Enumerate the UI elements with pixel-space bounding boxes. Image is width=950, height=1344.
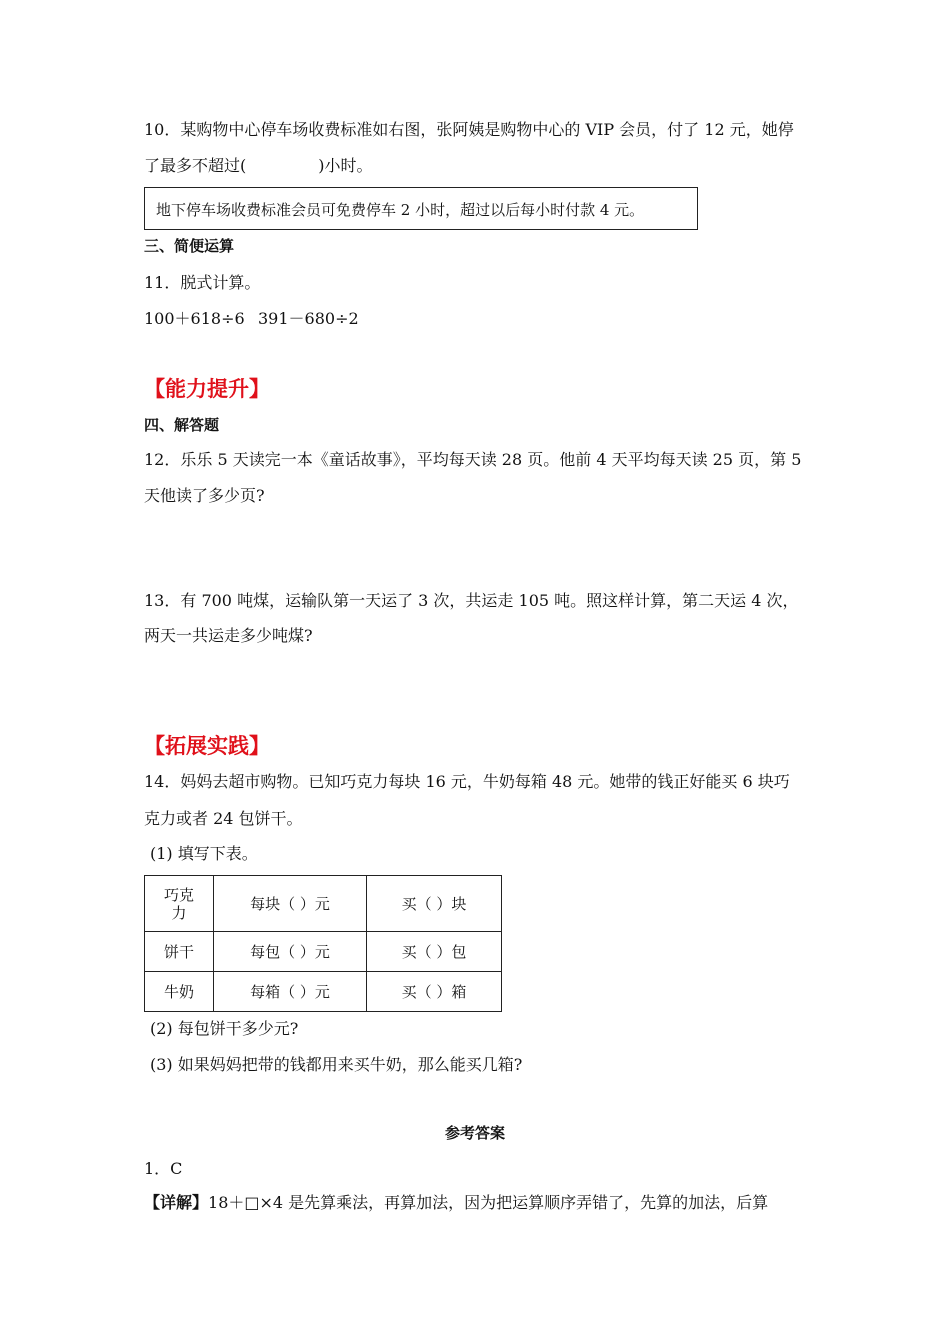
q14-sub3: (3) 如果妈妈把带的钱都用来买牛奶，那么能买几箱? [150, 1055, 523, 1074]
q14-line2: 克力或者 24 包饼干。 [144, 809, 303, 828]
q11-text: 11．脱式计算。 [144, 273, 261, 292]
table-cell-qty[interactable]: 买（ ）箱 [367, 972, 502, 1012]
answer-1: 1．C [144, 1159, 183, 1178]
q11-expr2: 391－680÷2 [258, 309, 359, 328]
q10-line1: 10．某购物中心停车场收费标准如右图，张阿姨是购物中心的 VIP 会员，付了 12 元，她停 [144, 120, 794, 139]
table-cell-item: 饼干 [145, 932, 214, 972]
q13-line2: 两天一共运走多少吨煤? [144, 626, 313, 645]
q14-sub1: (1) 填写下表。 [150, 844, 258, 863]
table-cell-price[interactable]: 每箱（ ）元 [214, 972, 367, 1012]
ability-heading: 【能力提升】 [144, 376, 270, 401]
detail-text: 18＋□×4 是先算乘法，再算加法，因为把运算顺序弄错了，先算的加法，后算 [208, 1193, 769, 1212]
item-chocolate-line1: 巧克 [163, 885, 194, 904]
q14-sub2: (2) 每包饼干多少元? [150, 1019, 299, 1038]
table-row [145, 876, 502, 932]
table-cell-qty[interactable]: 买（ ）块 [367, 876, 502, 932]
q12-line2: 天他读了多少页? [144, 486, 265, 505]
detail-label: 【详解】 [144, 1193, 209, 1212]
q12-line1: 12．乐乐 5 天读完一本《童话故事》，平均每天读 28 页。他前 4 天平均每天读 25 页，第 5 [144, 450, 802, 469]
table-cell-price[interactable]: 每块（ ）元 [214, 876, 367, 932]
table-cell-item: 牛奶 [145, 972, 214, 1012]
q10-line2 [144, 153, 373, 176]
q14-line1: 14．妈妈去超市购物。已知巧克力每块 16 元，牛奶每箱 48 元。她带的钱正好能买 6 块巧 [144, 772, 790, 791]
table-cell-price[interactable]: 每包（ ）元 [214, 932, 367, 972]
item-chocolate-line2: 力 [171, 903, 187, 922]
practice-heading: 【拓展实践】 [144, 733, 270, 758]
table-row [145, 972, 502, 1012]
table-row [145, 932, 502, 972]
section4-title: 四、解答题 [144, 416, 220, 434]
q10-line2-post: )小时。 [318, 156, 373, 175]
q11-expr1: 100＋618÷6 [144, 309, 245, 328]
q13-line1: 13．有 700 吨煤，运输队第一天运了 3 次，共运走 105 吨。照这样计算，第二天运 4 次， [144, 591, 799, 610]
table-cell-qty[interactable]: 买（ ）包 [367, 932, 502, 972]
answers-title: 参考答案 [444, 1124, 505, 1142]
q10-line2-pre: 了最多不超过( [144, 156, 247, 175]
answer-1-detail [144, 1190, 768, 1213]
parking-notice-box [144, 187, 698, 230]
parking-notice-text: 地下停车场收费标准会员可免费停车 2 小时，超过以后每小时付款 4 元。 [156, 201, 645, 219]
price-table [144, 875, 502, 1012]
section3-title: 三、简便运算 [144, 237, 235, 255]
table-cell-item [145, 876, 214, 932]
